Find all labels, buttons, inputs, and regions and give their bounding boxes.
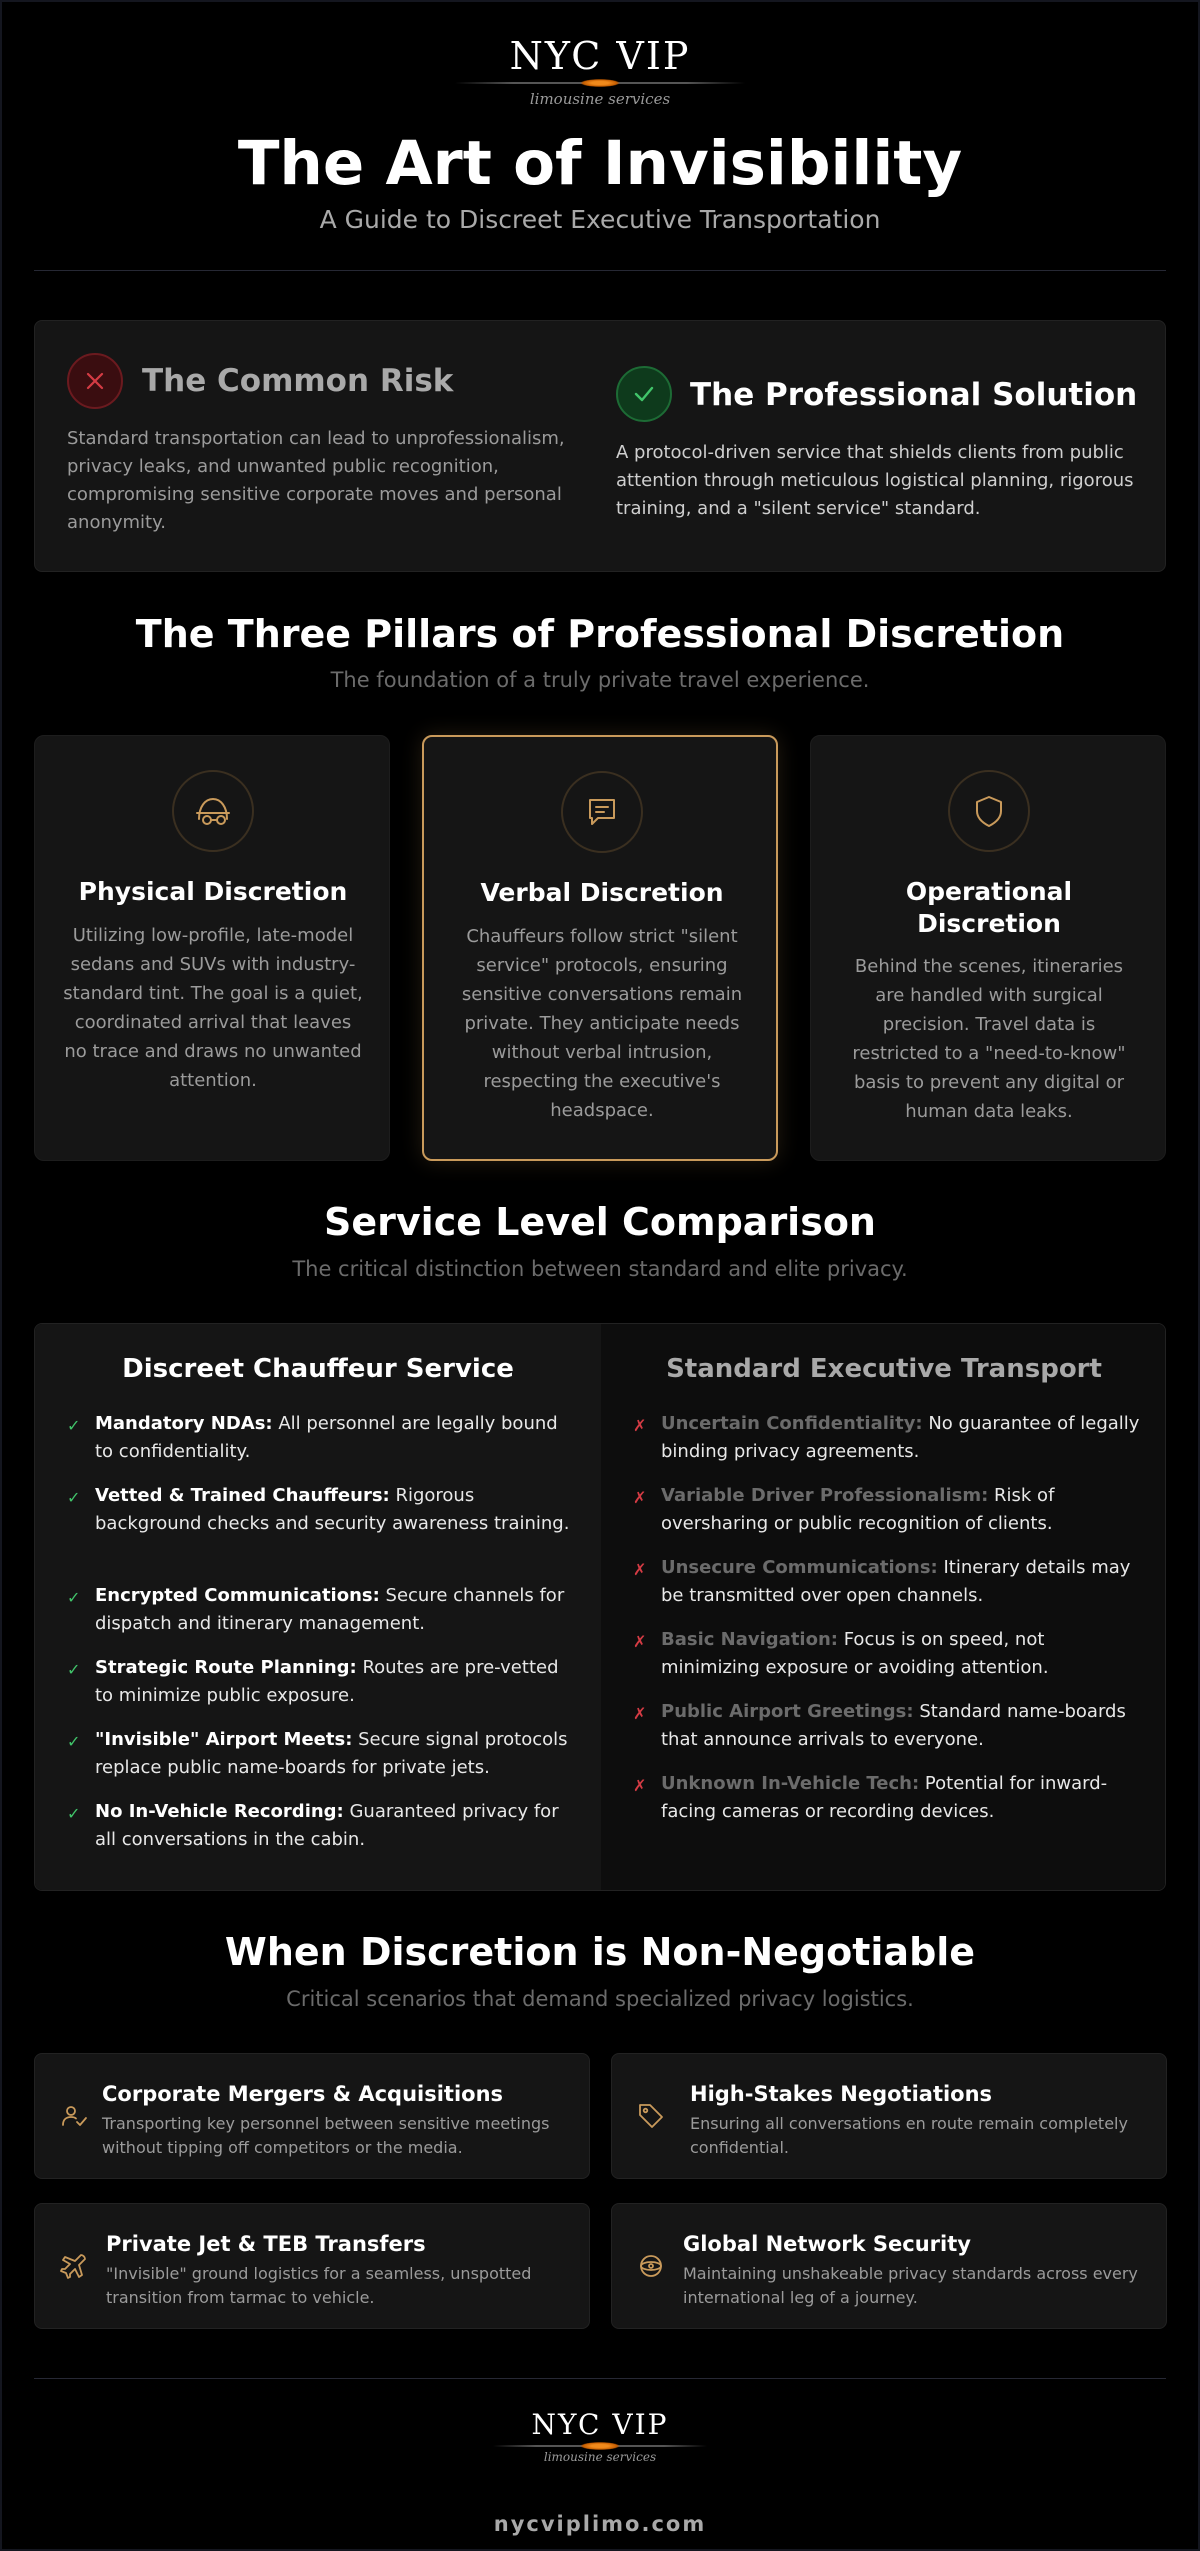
check-icon: ✓ — [67, 1416, 81, 1435]
scenario-title: Private Jet & TEB Transfers — [106, 2232, 426, 2256]
comparison-title: Service Level Comparison — [324, 1200, 876, 1244]
item-label: Public Airport Greetings: — [661, 1701, 914, 1722]
incognito-icon — [172, 770, 254, 852]
comparison-item — [67, 1482, 577, 1538]
cross-icon: ✗ — [633, 1632, 647, 1651]
item-label: Mandatory NDAs: — [95, 1413, 273, 1434]
item-text: Guaranteed privacy for all conversations in the cabin. — [95, 1801, 559, 1850]
check-icon: ✓ — [67, 1804, 81, 1823]
check-icon: ✓ — [67, 1588, 81, 1607]
solution-text: A protocol-driven service that shields clients from public attention through meticulous logistical planning, rigorous training, and a "silent service" standard. — [616, 442, 1134, 519]
logo-tagline: limousine services — [543, 2450, 657, 2464]
comparison-item — [633, 1554, 1143, 1610]
page-subtitle: A Guide to Discreet Executive Transportation — [319, 205, 881, 234]
scenarios-title: When Discretion is Non-Negotiable — [224, 1930, 976, 1974]
item-label: Unknown In-Vehicle Tech: — [661, 1773, 920, 1794]
header-divider — [34, 270, 1166, 271]
pillar-card-operational[interactable] — [810, 735, 1166, 1161]
risk-solution-panel — [34, 320, 1166, 572]
scenario-card-jet-transfers[interactable] — [34, 2203, 590, 2329]
comparison-item — [67, 1582, 577, 1638]
comparison-item — [633, 1770, 1143, 1826]
item-label: Vetted & Trained Chauffeurs: — [95, 1485, 390, 1506]
pillars-subtitle: The foundation of a truly private travel experience. — [330, 668, 870, 692]
logo-brand: NYC VIP — [531, 2408, 669, 2441]
logo-brand: NYC VIP — [509, 34, 691, 78]
item-text: No guarantee of legally binding privacy agreements. — [661, 1413, 1140, 1462]
check-icon — [616, 366, 672, 422]
risk-title: The Common Risk — [142, 363, 454, 399]
shield-icon — [948, 770, 1030, 852]
user-check-icon — [57, 2099, 91, 2133]
comparison-item — [67, 1798, 577, 1854]
column-title: Discreet Chauffeur Service — [122, 1354, 514, 1384]
scenario-card-network-security[interactable] — [611, 2203, 1167, 2329]
comparison-item — [67, 1410, 577, 1466]
check-icon: ✓ — [67, 1732, 81, 1751]
pillar-card-physical[interactable] — [34, 735, 390, 1161]
scenario-text: Maintaining unshakeable privacy standards across every international leg of a journey. — [683, 2264, 1138, 2307]
comparison-item — [633, 1410, 1143, 1466]
cross-icon: ✗ — [633, 1416, 647, 1435]
pillar-text: Behind the scenes, itineraries are handled with surgical precision. Travel data is restricted to a "need-to-know" basis to prevent any digital or human data leaks. — [852, 956, 1126, 1122]
comparison-item — [67, 1726, 577, 1782]
page-title: The Art of Invisibility — [237, 128, 963, 199]
pillars-title: The Three Pillars of Professional Discretion — [135, 612, 1065, 656]
footer-logo[interactable] — [0, 2408, 1200, 2464]
scenario-title: Global Network Security — [683, 2232, 971, 2256]
comparison-subtitle: The critical distinction between standard and elite privacy. — [292, 1257, 908, 1281]
pillar-text: Chauffeurs follow strict "silent service" protocols, ensuring sensitive conversations remain private. They anticipate needs without verbal intrusion, respecting the executive's headspace. — [461, 926, 743, 1121]
scenario-title: Corporate Mergers & Acquisitions — [102, 2082, 504, 2106]
item-text: Itinerary details may be transmitted over open channels. — [661, 1557, 1131, 1606]
item-text: Routes are pre-vetted to minimize public exposure. — [95, 1657, 559, 1706]
comparison-column-standard — [601, 1324, 1166, 1891]
scenarios-subtitle: Critical scenarios that demand specialized privacy logistics. — [286, 1987, 914, 2011]
close-icon — [67, 353, 123, 409]
comparison-item — [633, 1698, 1143, 1754]
item-label: Unsecure Communications: — [661, 1557, 938, 1578]
tag-icon — [634, 2099, 668, 2133]
logo-divider — [455, 82, 745, 84]
comparison-item — [67, 1654, 577, 1710]
check-icon: ✓ — [67, 1660, 81, 1679]
logo-divider — [493, 2445, 707, 2447]
solution-title: The Professional Solution — [690, 377, 1138, 413]
scenario-text: Transporting key personnel between sensitive meetings without tipping off competitors or the media. — [102, 2114, 550, 2157]
comparison-item — [633, 1482, 1143, 1538]
item-label: "Invisible" Airport Meets: — [95, 1729, 353, 1750]
logo-tagline: limousine services — [529, 90, 671, 108]
item-label: Variable Driver Professionalism: — [661, 1485, 989, 1506]
item-text: Standard name-boards that announce arrivals to everyone. — [661, 1701, 1126, 1750]
item-text: All personnel are legally bound to confidentiality. — [95, 1413, 558, 1462]
column-title: Standard Executive Transport — [666, 1354, 1102, 1384]
item-label: Encrypted Communications: — [95, 1585, 380, 1606]
item-text: Risk of oversharing or public recognition of clients. — [661, 1485, 1055, 1534]
item-text: Rigorous background checks and security awareness training. — [95, 1485, 570, 1534]
cross-icon: ✗ — [633, 1704, 647, 1723]
scenario-card-negotiations[interactable] — [611, 2053, 1167, 2179]
cross-icon: ✗ — [633, 1560, 647, 1579]
item-text: Potential for inward-facing cameras or recording devices. — [661, 1773, 1108, 1822]
header-logo[interactable] — [0, 34, 1200, 108]
comparison-table — [34, 1323, 1166, 1891]
pillar-text: Utilizing low-profile, late-model sedans and SUVs with industry-standard tint. The goal is a quiet, coordinated arrival that leaves no trace and draws no unwanted attention. — [63, 925, 363, 1091]
pillar-title: Verbal Discretion — [480, 878, 724, 907]
comparison-column-discreet — [35, 1324, 601, 1891]
item-text: Secure signal protocols replace public name-boards for private jets. — [95, 1729, 568, 1778]
item-text: Focus is on speed, not minimizing exposure or avoiding attention. — [661, 1629, 1049, 1678]
item-label: Uncertain Confidentiality: — [661, 1413, 923, 1434]
cross-icon: ✗ — [633, 1488, 647, 1507]
check-icon: ✓ — [67, 1488, 81, 1507]
scenario-text: Ensuring all conversations en route remain completely confidential. — [690, 2114, 1128, 2157]
item-label: Basic Navigation: — [661, 1629, 838, 1650]
globe-icon — [634, 2249, 668, 2283]
comparison-item — [633, 1626, 1143, 1682]
scenario-text: "Invisible" ground logistics for a seamless, unspotted transition from tarmac to vehicle. — [106, 2264, 532, 2307]
item-label: Strategic Route Planning: — [95, 1657, 357, 1678]
risk-text: Standard transportation can lead to unprofessionalism, privacy leaks, and unwanted public recognition, compromising sensitive corporate moves and personal anonymity. — [67, 428, 565, 533]
pillar-title: Operational Discretion — [905, 877, 1073, 938]
footer-website-link[interactable]: nycviplimo.com — [493, 2512, 707, 2536]
airplane-icon — [57, 2249, 91, 2283]
item-label: No In-Vehicle Recording: — [95, 1801, 344, 1822]
item-text: Secure channels for dispatch and itinerary management. — [95, 1585, 565, 1634]
footer-divider — [34, 2378, 1166, 2379]
cross-icon: ✗ — [633, 1776, 647, 1795]
pillar-card-verbal[interactable] — [422, 735, 778, 1161]
scenario-title: High-Stakes Negotiations — [690, 2082, 993, 2106]
message-icon — [561, 771, 643, 853]
pillar-title: Physical Discretion — [78, 877, 348, 906]
scenario-card-mergers[interactable] — [34, 2053, 590, 2179]
